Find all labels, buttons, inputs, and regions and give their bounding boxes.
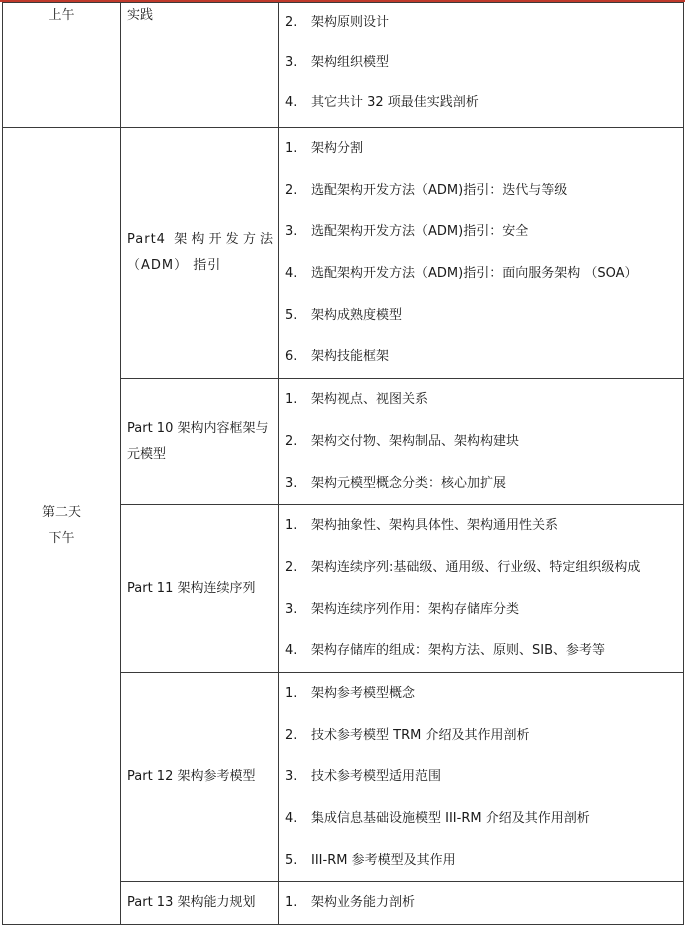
list-item: 4. 集成信息基础设施模型 III-RM 介绍及其作用剖析 (285, 811, 590, 826)
list-item: 2. 选配架构开发方法（ADM)指引：迭代与等级 (285, 182, 568, 198)
items-cell (279, 672, 684, 881)
items-cell (279, 3, 684, 128)
part-cell (121, 128, 279, 379)
item-list (279, 673, 683, 881)
list-item: 1. 架构业务能力剖析 (285, 895, 416, 911)
list-item: 5. 架构成熟度模型 (285, 307, 403, 323)
list-item: 5. III-RM 参考模型及其作用 (285, 852, 456, 868)
table-row (3, 3, 684, 128)
time-cell (3, 3, 121, 128)
list-item: 4. 架构存储库的组成：架构方法、原则、SIB、参考等 (285, 643, 606, 659)
list-item: 2. 技术参考模型 TRM 介绍及其作用剖析 (285, 727, 530, 743)
item-list (279, 379, 683, 504)
part-title: Part 13 架构能力规划 (127, 895, 256, 911)
list-item: 1. 架构分割 (285, 141, 364, 156)
items-cell (279, 379, 684, 505)
list-item: 1. 架构参考模型概念 (285, 685, 416, 701)
list-item: 3. 架构元模型概念分类：核心加扩展 (285, 475, 507, 491)
list-item: 2. 架构交付物、架构制品、架构构建块 (285, 433, 520, 449)
part-cell (121, 882, 279, 925)
item-list (279, 882, 683, 924)
part-cell (121, 672, 279, 881)
list-item: 6. 架构技能框架 (285, 349, 390, 365)
item-list (279, 128, 683, 378)
table-row (3, 128, 684, 379)
list-item: 3. 选配架构开发方法（ADM)指引：安全 (285, 224, 529, 240)
item-list (279, 505, 683, 672)
part-cell (121, 505, 279, 673)
items-cell (279, 128, 684, 379)
item-list (279, 3, 683, 123)
time-cell (3, 128, 121, 925)
part-cell (121, 379, 279, 505)
list-item: 3. 技术参考模型适用范围 (285, 769, 442, 785)
list-item: 2. 架构连续序列:基础级、通用级、行业级、特定组织级构成 (285, 559, 641, 575)
list-item: 4. 其它共计 32 项最佳实践剖析 (285, 95, 479, 110)
part-title: Part 11 架构连续序列 (127, 580, 256, 596)
time-label: 上午 (48, 8, 75, 23)
list-item: 1. 架构视点、视图关系 (285, 392, 429, 408)
part-cell (121, 3, 279, 128)
list-item: 3. 架构组织模型 (285, 55, 390, 70)
list-item: 2. 架构原则设计 (285, 15, 390, 30)
time-label-period: 下午 (48, 531, 75, 547)
course-schedule-table (2, 2, 684, 925)
items-cell (279, 505, 684, 673)
time-label-day: 第二天 (41, 505, 81, 521)
part-title: Part 12 架构参考模型 (127, 769, 256, 785)
part-title: Part4 架构开发方法（ADM） 指引 (127, 232, 274, 274)
list-item: 4. 选配架构开发方法（ADM)指引：面向服务架构 （SOA） (285, 266, 638, 282)
list-item: 1. 架构抽象性、架构具体性、架构通用性关系 (285, 518, 559, 534)
part-title: Part 10 架构内容框架与元模型 (127, 420, 269, 462)
list-item: 3. 架构连续序列作用：架构存储库分类 (285, 601, 520, 617)
part-title: 实践 (127, 8, 154, 23)
items-cell (279, 882, 684, 925)
